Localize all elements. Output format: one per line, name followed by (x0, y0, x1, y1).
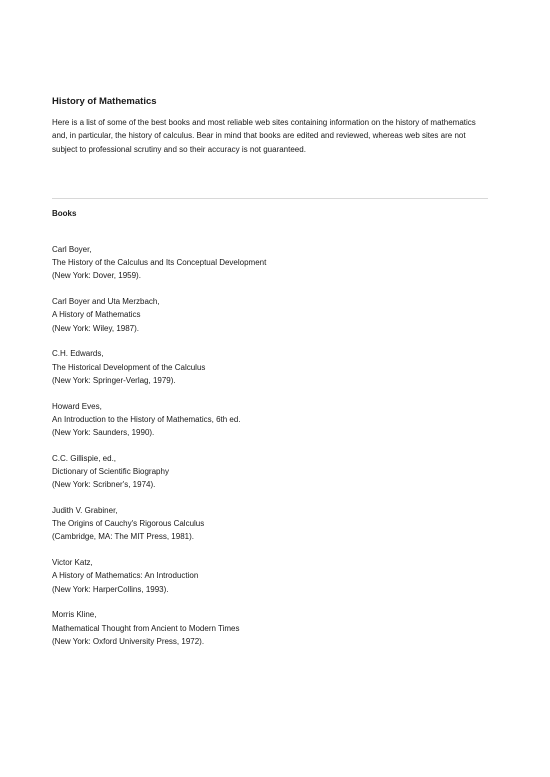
book-publication: (New York: Oxford University Press, 1972). (52, 636, 205, 646)
book-publication: (New York: HarperCollins, 1993). (52, 584, 169, 594)
book-publication: (New York: Scribner's, 1974). (52, 480, 156, 490)
book-entry (52, 347, 488, 387)
intro-paragraph: Here is a list of some of the best books and most reliable web sites containing information on the history of mathematics and, in particular, the history of calculus. Bear in mind that books are edited and reviewed, whereas web sites are not subject to professional scrutiny and so their accuracy is not guaranteed. (52, 118, 476, 154)
book-title: An Introduction to the History of Mathematics, 6th ed. (52, 414, 241, 424)
book-publication: (New York: Dover, 1959). (52, 271, 141, 281)
book-entry (52, 504, 488, 544)
book-author: Morris Kline, (52, 610, 97, 620)
book-publication: (New York: Saunders, 1990). (52, 428, 155, 438)
book-title: A History of Mathematics (52, 310, 141, 320)
book-publication: (New York: Wiley, 1987). (52, 323, 139, 333)
book-title: Dictionary of Scientific Biography (52, 467, 169, 477)
book-title: The Historical Development of the Calculus (52, 362, 206, 372)
book-entry (52, 608, 488, 648)
book-author: Judith V. Grabiner, (52, 506, 118, 516)
book-author: Carl Boyer, (52, 245, 92, 254)
book-entry (52, 243, 488, 283)
book-title: The Origins of Cauchy's Rigorous Calculus (52, 519, 205, 529)
section-divider (52, 198, 488, 199)
book-entry (52, 295, 488, 335)
book-title: The History of the Calculus and Its Conceptual Development (52, 258, 267, 268)
book-author: Victor Katz, (52, 558, 93, 568)
book-author: Howard Eves, (52, 401, 102, 411)
books-heading: Books (52, 209, 77, 218)
book-publication: (New York: Springer-Verlag, 1979). (52, 375, 176, 385)
page-title: History of Mathematics (52, 96, 157, 107)
book-title: Mathematical Thought from Ancient to Modern Times (52, 623, 240, 633)
book-entry (52, 452, 488, 492)
book-publication: (Cambridge, MA: The MIT Press, 1981). (52, 532, 194, 542)
book-author: C.C. Gillispie, ed., (52, 453, 117, 463)
book-title: A History of Mathematics: An Introduction (52, 571, 199, 581)
book-author: C.H. Edwards, (52, 349, 104, 359)
book-list (52, 243, 488, 661)
book-entry (52, 556, 488, 596)
book-entry (52, 400, 488, 440)
book-author: Carl Boyer and Uta Merzbach, (52, 297, 160, 307)
document-header (52, 96, 488, 156)
